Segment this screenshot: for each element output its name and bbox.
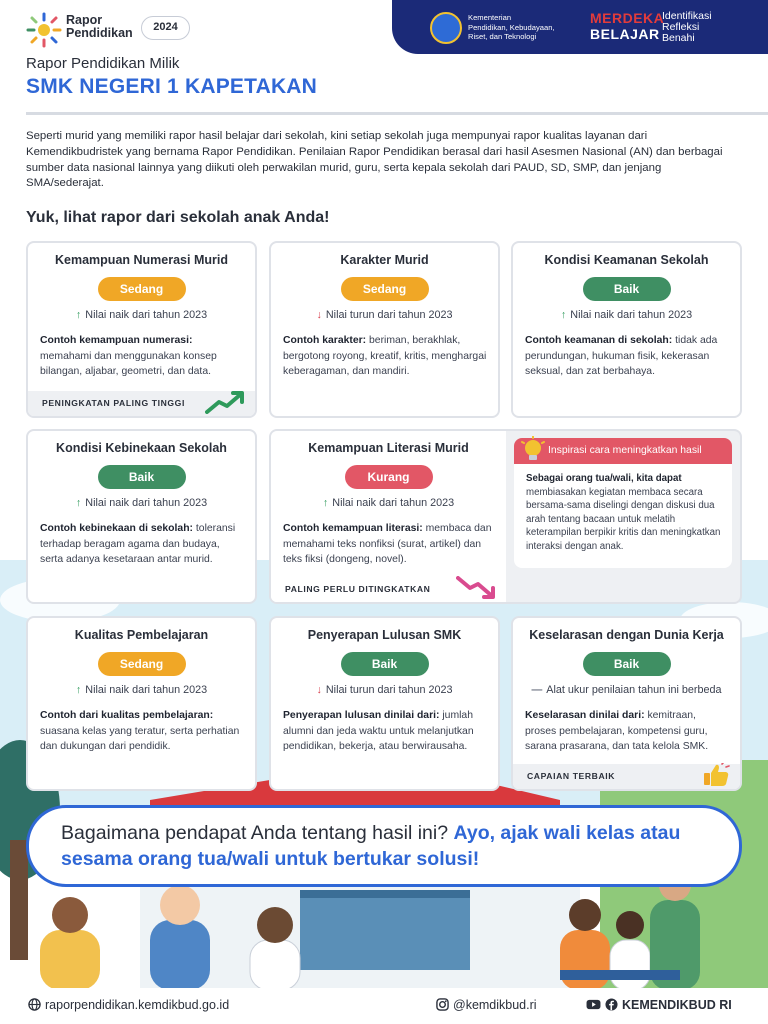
intro-paragraph: Seperti murid yang memiliki rapor hasil belajar dari sekolah, kini setiap sekolah juga mempunyai rapor kualitas layanan dari Kemendikbudristek yang bernama Rapor Pendidikan. Penilaian Rapor Pendidikan berasal dari hasil Asesmen Nasional (AN) dan berbagai sumber data nasional lainnya yang diikuti oleh perwakilan murid, guru, serta kepala sekolah dari PAUD, SD, SMP, dan jenjang SMA/sederajat. bbox=[26, 130, 723, 190]
identifikasi-refleksi-benahi-logo: Identifikasi Refleksi Benahi bbox=[662, 10, 712, 44]
arrow-down-icon: ↓ bbox=[316, 309, 322, 321]
instagram-icon bbox=[436, 998, 449, 1011]
lightbulb-icon bbox=[520, 436, 546, 464]
website-link[interactable]: raporpendidikan.kemdikbud.go.id bbox=[28, 998, 229, 1012]
ministry-name: Kementerian Pendidikan, Kebudayaan, Riset, dan Teknologi bbox=[468, 13, 555, 41]
trend-up-chart-icon bbox=[205, 390, 247, 414]
report-card-numerasi bbox=[26, 241, 257, 418]
report-card-karakter bbox=[269, 241, 500, 418]
report-card-keselarasan bbox=[511, 616, 742, 791]
cta-text: Bagaimana pendapat Anda tentang hasil ini? Ayo, ajak wali kelas atau sesama orang tua/wali untuk bertukar solusi! bbox=[61, 822, 681, 870]
merdeka-belajar-logo: MERDEKA BELAJAR bbox=[590, 10, 665, 42]
arrow-up-icon: ↑ bbox=[75, 497, 82, 509]
tip-header: Inspirasi cara meningkatkan hasil bbox=[514, 438, 732, 464]
status-badge: Sedang bbox=[98, 652, 186, 676]
status-badge: Baik bbox=[583, 652, 671, 676]
trend-line: ↑ Nilai naik dari tahun 2023 bbox=[560, 309, 693, 321]
facebook-icon bbox=[605, 998, 618, 1011]
youtube-facebook-link[interactable]: KEMENDIKBUD RI bbox=[586, 998, 732, 1012]
school-name: SMK NEGERI 1 KAPETAKAN bbox=[26, 75, 318, 98]
status-badge: Sedang bbox=[341, 277, 429, 301]
trend-line: ↓ Nilai turun dari tahun 2023 bbox=[316, 309, 453, 321]
trend-down-chart-icon bbox=[456, 576, 498, 600]
arrow-up-icon: ↑ bbox=[322, 497, 329, 509]
thumbs-up-icon bbox=[702, 763, 730, 787]
card-tag: PALING PERLU DITINGKATKAN bbox=[271, 577, 506, 602]
card-example: Contoh keamanan di sekolah: tidak ada perundungan, hukuman fisik, kekerasan seksual, dan zat berbahaya. bbox=[525, 335, 718, 378]
card-example: Penyerapan lulusan dinilai dari: jumlah alumni dan jeda waktu untuk melanjutkan pendidikan, bekerja, atau berwirausaha. bbox=[283, 710, 474, 753]
report-card-penyerapan-lulusan bbox=[269, 616, 500, 791]
globe-icon bbox=[28, 998, 41, 1011]
card-title: Kemampuan Literasi Murid bbox=[308, 441, 469, 455]
card-title: Kondisi Keamanan Sekolah bbox=[544, 253, 709, 267]
arrow-up-icon: ↑ bbox=[75, 684, 82, 696]
card-title: Kualitas Pembelajaran bbox=[74, 628, 209, 642]
brand-name: Rapor Pendidikan bbox=[66, 13, 133, 40]
trend-line: ↑ Nilai naik dari tahun 2023 bbox=[75, 497, 208, 509]
dash-icon: — bbox=[531, 684, 543, 696]
status-badge: Baik bbox=[98, 465, 186, 489]
header bbox=[0, 0, 768, 58]
card-example: Contoh kemampuan numerasi: memahami dan menggunakan konsep bilangan, aljabar, geometri, dan data. bbox=[40, 335, 217, 378]
card-title: Keselarasan dengan Dunia Kerja bbox=[529, 628, 724, 642]
section-heading: Yuk, lihat rapor dari sekolah anak Anda! bbox=[26, 209, 330, 226]
status-badge: Baik bbox=[341, 652, 429, 676]
header-divider bbox=[26, 112, 768, 115]
rapor-pendidikan-logo-icon bbox=[26, 12, 62, 48]
arrow-down-icon: ↓ bbox=[316, 684, 322, 696]
card-example: Contoh dari kualitas pembelajaran: suasana kelas yang teratur, serta perhatian dan dukungan dari pendidik. bbox=[40, 710, 240, 753]
trend-line: — Alat ukur penilaian tahun ini berbeda bbox=[531, 684, 722, 696]
trend-line: ↑ Nilai naik dari tahun 2023 bbox=[322, 497, 455, 509]
tut-wuri-handayani-logo-icon bbox=[430, 12, 462, 44]
report-card-kualitas-pembelajaran bbox=[26, 616, 257, 791]
arrow-up-icon: ↑ bbox=[75, 309, 82, 321]
status-badge: Sedang bbox=[98, 277, 186, 301]
card-example: Contoh karakter: beriman, berakhlak, bergotong royong, kreatif, kritis, menghargai keberagaman, dan mandiri. bbox=[283, 335, 487, 378]
year-badge: 2024 bbox=[141, 16, 190, 40]
card-title: Karakter Murid bbox=[340, 253, 429, 267]
card-example: Keselarasan dinilai dari: kemitraan, proses pembelajaran, kompetensi guru, sarana prasarana, dan tata kelola SMK. bbox=[525, 710, 709, 753]
status-badge: Baik bbox=[583, 277, 671, 301]
card-tag: CAPAIAN TERBAIK bbox=[513, 764, 740, 789]
instagram-link[interactable]: @kemdikbud.ri bbox=[436, 998, 537, 1012]
card-title: Kondisi Kebinekaan Sekolah bbox=[56, 441, 227, 455]
improvement-tip bbox=[514, 438, 732, 568]
literasi-panel bbox=[271, 431, 506, 602]
call-to-action-box bbox=[26, 805, 742, 887]
card-tag: PENINGKATAN PALING TINGGI bbox=[28, 391, 255, 416]
card-title: Kemampuan Numerasi Murid bbox=[55, 253, 228, 267]
card-example: Contoh kebinekaan di sekolah: toleransi terhadap beragam agama dan budaya, serta adanya kesetaraan antar murid. bbox=[40, 523, 236, 566]
report-card-kebinekaan bbox=[26, 429, 257, 604]
tip-body: Sebagai orang tua/wali, kita dapat membiasakan kegiatan membaca secara bersama-sama diselingi dengan diskusi dua arah tentang bacaan untuk melatih keterampilan berpikir kritis dan meningkatkan interaksi dengan anak. bbox=[526, 473, 721, 552]
school-subtitle: Rapor Pendidikan Milik bbox=[26, 55, 180, 72]
arrow-up-icon: ↑ bbox=[560, 309, 567, 321]
trend-line: ↑ Nilai naik dari tahun 2023 bbox=[75, 684, 208, 696]
status-badge: Kurang bbox=[345, 465, 433, 489]
trend-line: ↓ Nilai turun dari tahun 2023 bbox=[316, 684, 453, 696]
card-example: Contoh kemampuan literasi: membaca dan memahami teks nonfiksi (surat, artikel) dan teks fiksi (dongeng, novel). bbox=[283, 523, 492, 566]
youtube-icon bbox=[586, 998, 601, 1011]
card-title: Penyerapan Lulusan SMK bbox=[307, 628, 462, 642]
trend-line: ↑ Nilai naik dari tahun 2023 bbox=[75, 309, 208, 321]
report-card-keamanan bbox=[511, 241, 742, 418]
